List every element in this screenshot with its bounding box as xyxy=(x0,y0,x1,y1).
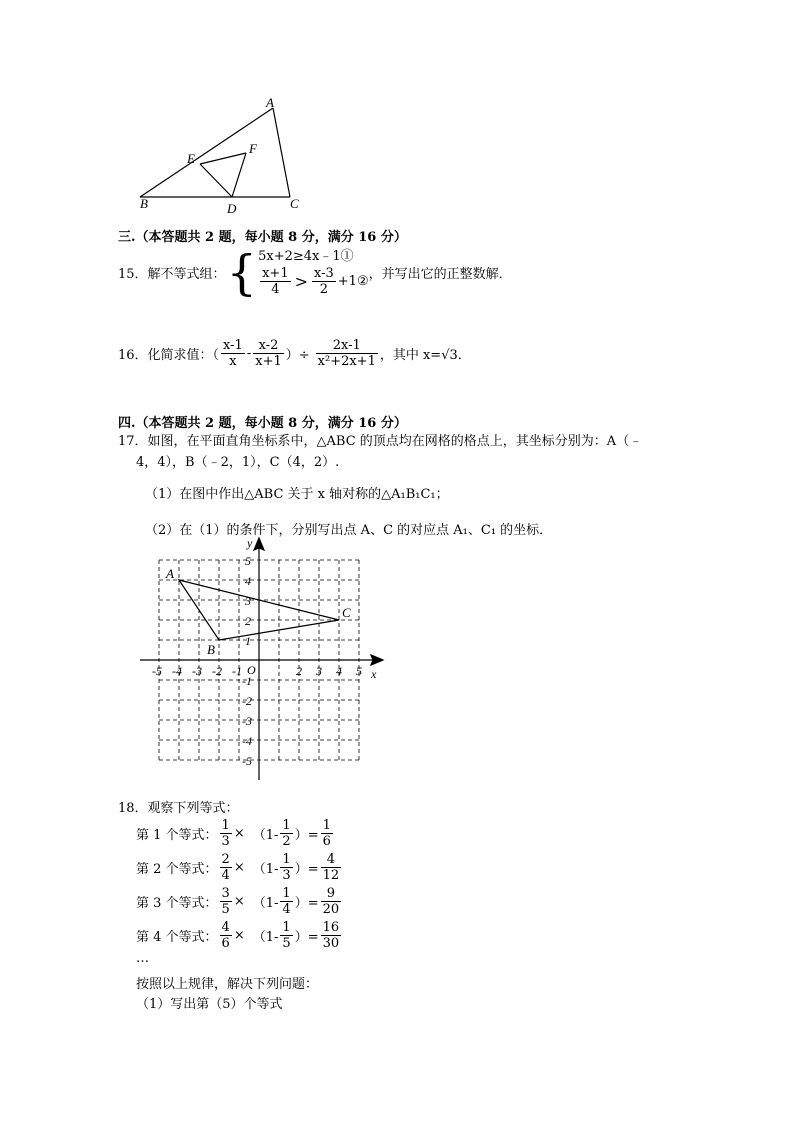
x-tick-label: -5 xyxy=(152,664,162,678)
q18-rule: 按照以上规律，解决下列问题： xyxy=(136,977,319,992)
q18-part1: （1）写出第（5）个等式 xyxy=(136,997,283,1012)
y-tick-label: -2 xyxy=(242,694,252,708)
close-paren: ）= xyxy=(294,929,319,945)
x-tick-label: -3 xyxy=(192,664,202,678)
y-tick-label: -4 xyxy=(242,734,252,748)
q18-intro: 18．观察下列等式： xyxy=(118,801,239,816)
y-tick-label: 5 xyxy=(245,554,251,568)
q16-prefix: 16．化简求值：（ xyxy=(118,348,220,363)
times-sign: × xyxy=(233,893,245,909)
q15-ineq1: 5x+2≥4x﹣1① xyxy=(258,249,354,264)
q15 xyxy=(118,244,512,301)
q18-ellipsis: … xyxy=(136,951,149,966)
label-e: E xyxy=(187,151,195,166)
q17-part1: （1）在图中作出△ABC 关于 x 轴对称的△A₁B₁C₁； xyxy=(145,487,449,502)
q15-suffix: ，并写出它的正整数解． xyxy=(368,267,512,282)
x-tick-label: -1 xyxy=(232,664,242,678)
open-paren: （1- xyxy=(252,861,279,877)
x-tick-label: -2 xyxy=(212,664,222,678)
section3-heading: 三.（本答题共 2 题，每小题 8 分，满分 16 分） xyxy=(118,230,407,245)
y-tick-label: -5 xyxy=(242,754,252,768)
times-sign: × xyxy=(233,927,245,943)
coordinate-grid xyxy=(135,535,395,785)
x-tick-label: 3 xyxy=(316,664,322,678)
close-paren: ）= xyxy=(294,895,319,911)
y-axis-label: y xyxy=(247,536,253,550)
point-label-c: C xyxy=(342,605,351,620)
x-tick-label: 5 xyxy=(356,664,362,678)
times-sign: × xyxy=(233,825,245,841)
q15-prefix: 15．解不等式组： xyxy=(118,267,226,282)
x-tick-label: -4 xyxy=(172,664,182,678)
q16-frac3: $\frac{2x-1}{\text{x²+2x+1}}$ xyxy=(317,338,376,369)
open-paren: （1- xyxy=(252,895,279,911)
x-tick-label: 2 xyxy=(296,664,302,678)
q15-rhs-frac: $\frac{x-3}{2}$ xyxy=(314,266,334,297)
origin-label: O xyxy=(247,663,256,677)
q16-frac2: $\frac{x-2}{x+1}$ xyxy=(255,338,282,369)
label-b: B xyxy=(140,196,148,211)
q15-tail: +1② xyxy=(337,274,369,289)
x-tick-label: 4 xyxy=(336,664,342,678)
q16-suffix: ，其中 x=√3． xyxy=(379,348,471,363)
q16-close-div: ）÷ xyxy=(285,348,310,363)
q17-part2: （2）在（1）的条件下，分别写出点 A、C 的对应点 A₁、C₁ 的坐标． xyxy=(145,523,553,538)
equation-label: 第 2 个等式： xyxy=(136,861,218,877)
times-sign: × xyxy=(233,859,245,875)
frac-b: $\frac{1}{4}$ xyxy=(282,885,291,917)
label-d: D xyxy=(227,201,237,216)
frac-a: $\frac{4}{6}$ xyxy=(221,919,230,951)
q16 xyxy=(118,338,471,369)
q16-minus: - xyxy=(246,346,252,361)
open-paren: （1- xyxy=(252,827,279,843)
q18-equations xyxy=(136,816,343,952)
equation-label: 第 3 个等式： xyxy=(136,895,218,911)
q15-lhs-frac: $\frac{x+1}{4}$ xyxy=(262,266,289,297)
point-label-a: A xyxy=(166,566,174,581)
q17-line1: 17．如图，在平面直角坐标系中，△ABC 的顶点均在网格的格点上，其坐标分别为：A（﹣ xyxy=(118,434,643,449)
x-axis-arrow-icon xyxy=(371,655,383,665)
brace-icon: { xyxy=(226,244,258,301)
close-paren: ）= xyxy=(294,827,319,843)
section4-heading: 四.（本答题共 2 题，每小题 8 分，满分 16 分） xyxy=(118,416,407,431)
q15-rel: > xyxy=(294,272,308,291)
label-a: A xyxy=(266,95,274,110)
frac-b: $\frac{1}{2}$ xyxy=(282,817,291,849)
frac-b: $\frac{1}{3}$ xyxy=(282,851,291,883)
label-c: C xyxy=(290,196,299,211)
y-tick-label: 4 xyxy=(245,574,251,588)
y-tick-label: 1 xyxy=(245,634,251,648)
y-tick-label: -1 xyxy=(242,674,252,688)
equation-label: 第 4 个等式： xyxy=(136,929,218,945)
x-axis-label: x xyxy=(371,667,377,681)
q18-equation-row xyxy=(136,850,343,884)
open-paren: （1- xyxy=(252,929,279,945)
q18-equation-row xyxy=(136,884,343,918)
frac-result: $\frac{16}{30}$ xyxy=(322,919,340,951)
frac-a: $\frac{1}{3}$ xyxy=(221,817,230,849)
q16-frac1: $\frac{x-1}{x}$ xyxy=(223,338,243,369)
equation-label: 第 1 个等式： xyxy=(136,827,218,843)
triangle-figure xyxy=(130,95,320,220)
frac-result: $\frac{9}{20}$ xyxy=(322,885,340,917)
q17-line2: 4，4），B（﹣2，1），C（4，2）. xyxy=(136,455,340,470)
label-f: F xyxy=(249,141,257,156)
q18-equation-row xyxy=(136,816,343,850)
y-axis-arrow-icon xyxy=(254,538,264,550)
frac-a: $\frac{2}{4}$ xyxy=(221,851,230,883)
y-tick-label: 2 xyxy=(245,614,251,628)
close-paren: ）= xyxy=(294,861,319,877)
y-tick-label: -3 xyxy=(242,714,252,728)
point-label-b: B xyxy=(207,642,215,657)
q15-system xyxy=(258,248,369,297)
q18-equation-row xyxy=(136,918,343,952)
y-tick-label: 3 xyxy=(245,594,251,608)
frac-result: $\frac{4}{12}$ xyxy=(322,851,340,883)
q15-ineq2 xyxy=(258,266,369,297)
frac-b: $\frac{1}{5}$ xyxy=(282,919,291,951)
frac-result: $\frac{1}{6}$ xyxy=(322,817,331,849)
frac-a: $\frac{3}{5}$ xyxy=(221,885,230,917)
